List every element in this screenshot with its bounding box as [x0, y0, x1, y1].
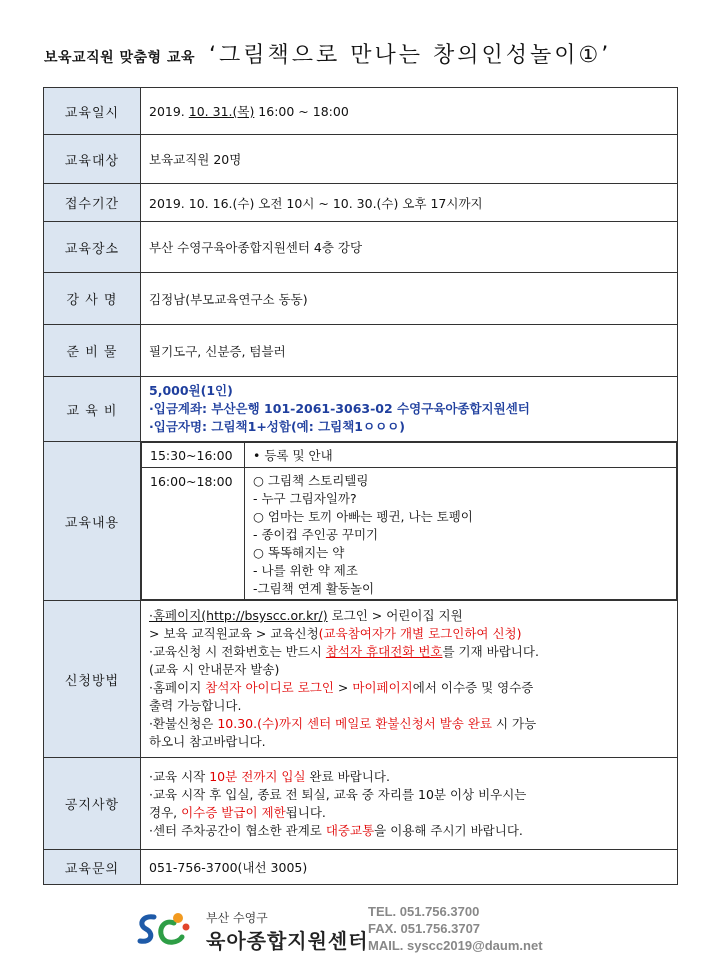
- value-period: 2019. 10. 16.(수) 오전 10시 ~ 10. 30.(수) 오후 17시까지: [141, 184, 678, 222]
- homepage-link[interactable]: ·홈페이지(http://bsyscc.or.kr/): [149, 608, 328, 623]
- row-period: [44, 184, 678, 222]
- value-supplies: 필기도구, 신분증, 텀블러: [141, 325, 678, 377]
- notice-text: 경우,: [149, 804, 182, 820]
- label-content: 교육내용: [44, 442, 141, 601]
- row-content: [44, 442, 678, 601]
- label-supplies: 준 비 물: [44, 325, 141, 377]
- notice-highlight: 10분 전까지 입실: [209, 768, 306, 784]
- value-apply: [141, 601, 678, 758]
- fee-account: ·입금계좌: 부산은행 101-2061-3063-02 수영구육아종합지원센터: [149, 401, 530, 416]
- contact-mail: MAIL. syscc2019@daum.net: [368, 938, 543, 953]
- row-target: [44, 135, 678, 184]
- row-date: [44, 88, 678, 135]
- activity-line: - 누구 그림자일까?: [253, 491, 357, 506]
- schedule-desc: [245, 468, 677, 600]
- apply-highlight: (교육참여자가 개별 로그인하여 신청): [318, 626, 522, 641]
- label-notice: 공지사항: [44, 758, 141, 850]
- notice-line: [149, 768, 669, 786]
- apply-line: [149, 679, 669, 697]
- activity-line: ○ 그림책 스토리텔링: [253, 473, 369, 488]
- apply-line: (교육 시 안내문자 발송): [149, 662, 280, 677]
- label-place: 교육장소: [44, 222, 141, 273]
- apply-line: [149, 607, 669, 625]
- apply-line: [149, 625, 669, 643]
- label-fee: 교 육 비: [44, 377, 141, 442]
- apply-highlight: 마이페이지: [352, 680, 413, 695]
- row-supplies: [44, 325, 678, 377]
- apply-text: ·환불신청은: [149, 716, 218, 731]
- schedule-desc: • 등록 및 안내: [245, 443, 677, 468]
- notice-text: 을 이용해 주시기 바랍니다.: [374, 822, 523, 838]
- fee-depositor: ·입금자명: 그림책1+성함(예: 그림책1ㅇㅇㅇ): [149, 419, 405, 434]
- date-time: 16:00 ~ 18:00: [254, 104, 349, 119]
- label-lecturer: 강 사 명: [44, 273, 141, 325]
- notice-line: [149, 822, 669, 840]
- value-fee: [141, 377, 678, 442]
- title-sub: 보육교직원 맞춤형 교육: [44, 50, 195, 66]
- apply-line: 하오니 참고바랍니다.: [149, 734, 266, 749]
- label-apply: 신청방법: [44, 601, 141, 758]
- apply-text: 시 가능: [491, 716, 537, 731]
- notice-highlight: 이수증 발급이 제한: [181, 804, 286, 820]
- label-inquiry: 교육문의: [44, 850, 141, 885]
- page-title: [44, 38, 704, 78]
- apply-highlight: 10.30.(수)까지 센터 메일로 환불신청서 발송 완료: [217, 716, 492, 731]
- apply-text: > 보육 교직원교육 > 교육신청: [149, 626, 319, 641]
- value-lecturer: 김정남(부모교육연구소 동동): [141, 273, 678, 325]
- notice-line: [149, 804, 669, 822]
- apply-highlight: 참석자 아이디로 로그인: [205, 680, 334, 695]
- contact-info: [368, 903, 543, 954]
- center-logo-icon: [134, 909, 192, 949]
- logo-name: 육아종합지원센터: [206, 929, 369, 953]
- contact-tel: TEL. 051.756.3700: [368, 904, 480, 919]
- notice-text: 됩니다.: [285, 804, 326, 820]
- label-target: 교육대상: [44, 135, 141, 184]
- apply-line: 출력 가능합니다.: [149, 698, 242, 713]
- notice-highlight: 대중교통: [325, 822, 375, 838]
- apply-line: [149, 643, 669, 661]
- notice-line: ·교육 시작 후 입실, 종료 전 퇴실, 교육 중 자리를 10분 이상 비우시는: [149, 786, 527, 802]
- value-notice: [141, 758, 678, 850]
- row-inquiry: [44, 850, 678, 885]
- row-fee: [44, 377, 678, 442]
- date-day: 10. 31.(목): [188, 104, 255, 119]
- apply-text: 에서 이수증 및 영수증: [412, 680, 534, 695]
- apply-text: ·홈페이지: [149, 680, 206, 695]
- row-notice: [44, 758, 678, 850]
- title-main: ‘그림책으로 만나는 창의인성놀이①’: [209, 43, 612, 68]
- label-date: 교육일시: [44, 88, 141, 135]
- info-table: [43, 87, 678, 885]
- activity-line: ○ 엄마는 토끼 아빠는 펭귄, 나는 토펭이: [253, 509, 473, 524]
- activity-line: -그림책 연계 활동놀이: [253, 581, 375, 596]
- schedule-row: [142, 468, 677, 600]
- apply-text: 로그인 > 어린이집 지원: [327, 608, 463, 623]
- schedule-row: [142, 443, 677, 468]
- activity-line: - 종이컵 주인공 꾸미기: [253, 527, 379, 542]
- row-apply: [44, 601, 678, 758]
- notice-text: ·센터 주차공간이 협소한 관계로: [149, 822, 326, 838]
- schedule-table: [141, 442, 677, 600]
- value-place: 부산 수영구육아종합지원센터 4층 강당: [141, 222, 678, 273]
- schedule-time: 16:00~18:00: [142, 468, 245, 600]
- schedule-time: 15:30~16:00: [142, 443, 245, 468]
- footer: [0, 895, 720, 960]
- fee-amount: 5,000원(1인): [149, 383, 233, 398]
- value-content: [141, 442, 678, 601]
- activity-line: - 나를 위한 약 제조: [253, 563, 358, 578]
- apply-text: ·교육신청 시 전화번호는 반드시: [149, 644, 326, 659]
- notice-text: 완료 바랍니다.: [305, 768, 390, 784]
- value-date: [141, 88, 678, 135]
- row-lecturer: [44, 273, 678, 325]
- row-place: [44, 222, 678, 273]
- logo-region: 부산 수영구: [206, 911, 268, 925]
- apply-text: 를 기재 바랍니다.: [442, 644, 539, 659]
- date-year: 2019.: [149, 104, 189, 119]
- contact-fax: FAX. 051.756.3707: [368, 921, 481, 936]
- apply-highlight: 참석자 휴대전화 번호: [325, 644, 443, 659]
- apply-line: [149, 715, 669, 733]
- apply-text: >: [333, 680, 353, 695]
- value-target: 보육교직원 20명: [141, 135, 678, 184]
- notice-text: ·교육 시작: [149, 768, 210, 784]
- activity-line: ○ 똑똑해지는 약: [253, 545, 345, 560]
- value-inquiry: 051-756-3700(내선 3005): [141, 850, 678, 885]
- label-period: 접수기간: [44, 184, 141, 222]
